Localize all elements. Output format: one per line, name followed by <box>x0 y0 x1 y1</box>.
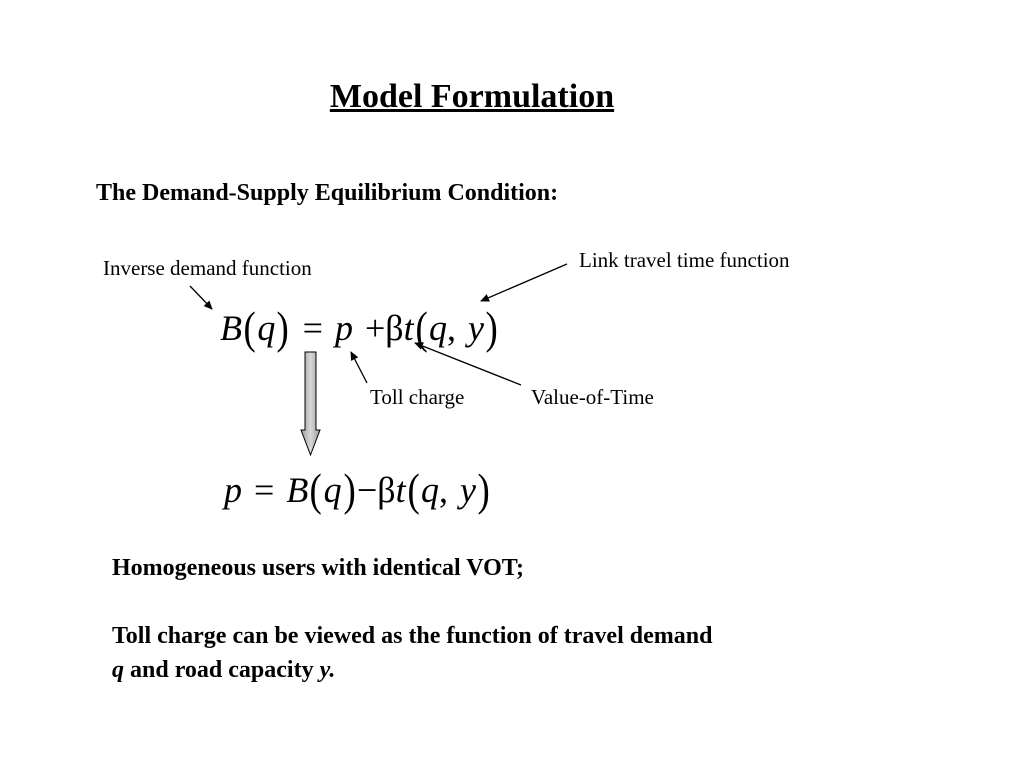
eq1-open-paren-2: ( <box>415 302 428 353</box>
inverse-demand-label: Inverse demand function <box>103 256 312 280</box>
eq2-y: y <box>459 470 476 510</box>
eq1-t: t <box>403 308 414 348</box>
eq2-q2: q <box>420 470 439 510</box>
eq2-open-paren: ( <box>309 464 323 515</box>
eq1-close-paren: ) <box>276 302 290 353</box>
toll-charge-note <box>112 619 712 687</box>
note-q: q <box>112 657 124 683</box>
value-of-time-label: Value-of-Time <box>531 385 654 409</box>
toll-charge-arrow <box>351 352 367 383</box>
eq2-comma: , <box>438 470 448 510</box>
toll-charge-note-line2 <box>112 653 712 687</box>
eq1-open-paren: ( <box>243 302 256 353</box>
eq2-t: t <box>395 470 406 510</box>
eq2-equals: = <box>254 470 275 510</box>
eq2-minus: − <box>356 470 378 510</box>
link-travel-time-label: Link travel time function <box>579 248 790 272</box>
eq1-y: y <box>467 308 484 348</box>
eq2-q: q <box>323 470 342 510</box>
slide-title: Model Formulation <box>329 78 615 115</box>
eq2-beta: β <box>377 470 396 510</box>
eq2-p: p <box>224 470 242 510</box>
eq1-close-paren-2: ) <box>485 302 498 353</box>
toll-charge-note-line1: Toll charge can be viewed as the function of travel demand <box>112 623 713 649</box>
eq1-beta: β <box>385 308 404 348</box>
link-travel-time-arrow <box>481 264 567 301</box>
down-arrow-icon <box>301 352 320 455</box>
toll-charge-label: Toll charge <box>370 385 465 409</box>
inverse-demand-arrow <box>190 286 212 309</box>
eq1-B: B <box>220 308 242 348</box>
note-y: y. <box>319 657 336 683</box>
slide-subtitle: The Demand-Supply Equilibrium Condition: <box>96 180 559 206</box>
eq2-close-paren: ) <box>343 464 356 515</box>
value-of-time-arrow <box>415 343 521 385</box>
eq1-p: p <box>334 308 353 348</box>
eq2-close-paren-2: ) <box>477 464 490 515</box>
eq1-comma: , <box>446 308 456 348</box>
eq1-equals: = <box>302 308 323 348</box>
note-line2-text: and road capacity <box>124 657 320 683</box>
homogeneous-users-note: Homogeneous users with identical VOT; <box>112 555 524 581</box>
eq2-B: B <box>286 470 309 510</box>
eq2-open-paren-2: ( <box>407 464 420 515</box>
eq1-q: q <box>257 308 276 348</box>
eq1-plus: + <box>364 308 386 348</box>
eq1-q2: q <box>428 308 447 348</box>
